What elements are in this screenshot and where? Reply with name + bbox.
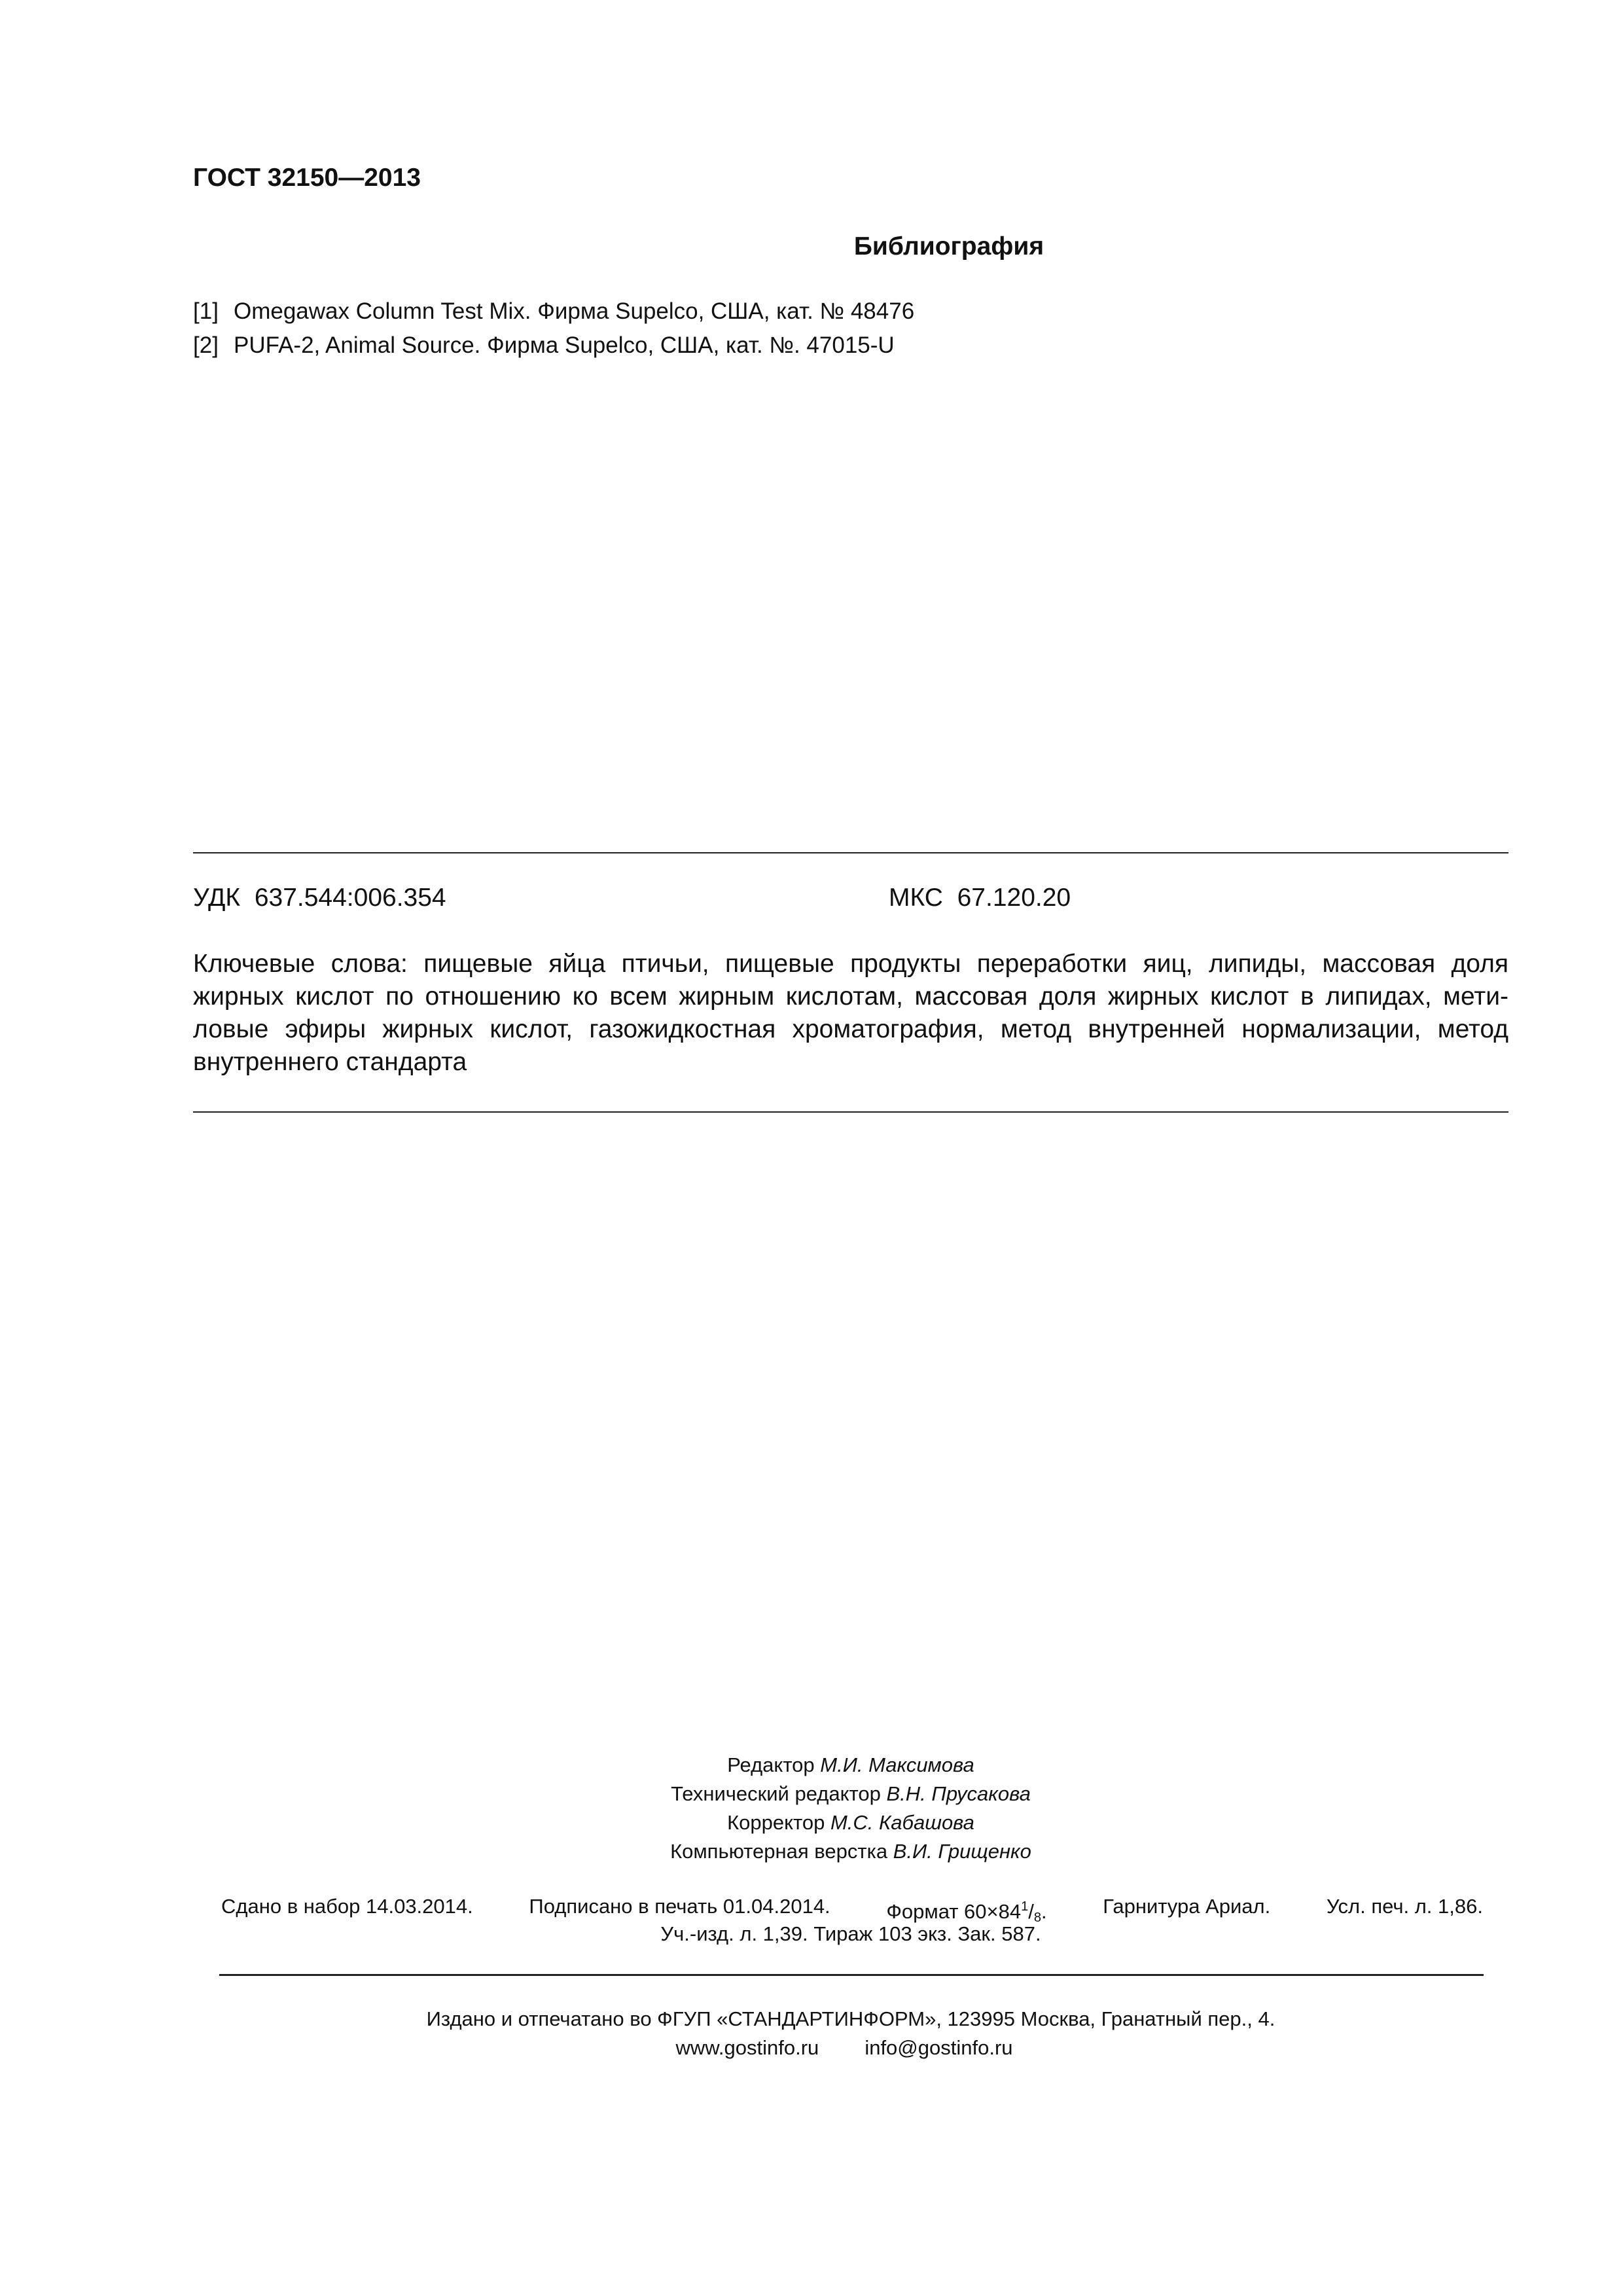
imprint-format-label: Формат 60×84 <box>886 1900 1022 1923</box>
credit-role: Редактор <box>727 1753 815 1776</box>
publisher-text: Издано и отпечатано во ФГУП «СТАНДАРТИНФОРМ», 123995 Москва, Гранатный пер., 4. <box>426 2007 1275 2030</box>
credit-role: Компьютерная верстка <box>670 1840 888 1863</box>
imprint-set-date: Сдано в набор 14.03.2014. <box>221 1895 473 1918</box>
imprint-format-end: . <box>1041 1900 1047 1923</box>
credit-name: В.Н. Прусакова <box>886 1782 1031 1805</box>
credit-name: М.И. Максимова <box>820 1753 974 1776</box>
credit-line <box>0 1780 1623 1808</box>
mks-code <box>889 882 1071 914</box>
imprint-sheets: Усл. печ. л. 1,86. <box>1326 1895 1483 1918</box>
udk-code <box>193 882 446 914</box>
credits-block <box>0 1751 1623 1866</box>
bibliography-item <box>193 329 1436 363</box>
credit-name: М.С. Кабашова <box>830 1811 974 1834</box>
keywords-block <box>193 948 1508 1079</box>
divider-top <box>193 852 1508 853</box>
imprint-signed-date: Подписано в печать 01.04.2014. <box>529 1895 830 1918</box>
keywords-line: жирных кислот по отношению ко всем жирным кислотам, массовая доля жирных кислот в липидах, мети- <box>193 982 1508 1011</box>
udk-value: 637.544:006.354 <box>254 884 446 912</box>
credit-line <box>0 1837 1623 1866</box>
credit-line <box>0 1751 1623 1780</box>
keywords-line: внутреннего стандарта <box>193 1048 467 1076</box>
imprint-typeface: Гарнитура Ариал. <box>1103 1895 1271 1918</box>
bibliography-item-number: [2] <box>193 332 219 358</box>
publisher-contacts <box>0 2034 1623 2062</box>
credit-role: Технический редактор <box>671 1782 881 1805</box>
document-code: ГОСТ 32150—2013 <box>193 164 421 192</box>
credit-role: Корректор <box>727 1811 825 1834</box>
mks-value: 67.120.20 <box>957 884 1071 912</box>
bibliography-item-text: Omegawax Column Test Mix. Фирма Supelco, США, кат. № 48476 <box>234 298 915 324</box>
imprint-format-numerator: 1 <box>1021 1899 1029 1914</box>
udk-label: УДК <box>193 884 241 912</box>
bibliography-list <box>193 295 1436 363</box>
credit-name: В.И. Грищенко <box>893 1840 1031 1863</box>
bibliography-item <box>193 295 1436 329</box>
divider-bottom <box>219 1974 1484 1976</box>
imprint-format-denominator: 8 <box>1033 1910 1042 1925</box>
keywords-line: ловые эфиры жирных кислот, газожидкостная хроматография, метод внутренней нормализации, метод <box>193 1015 1508 1043</box>
imprint-format: Формат $60\times 84^1/_8$. <box>886 1899 1047 1925</box>
bibliography-item-number: [1] <box>193 298 219 324</box>
keywords-line: Ключевые слова: пищевые яйца птичьи, пищевые продукты переработки яиц, липиды, массовая доля <box>193 950 1508 978</box>
bibliography-title: Библиография <box>853 232 1044 260</box>
mks-label: МКС <box>889 884 943 912</box>
imprint-line-2: Уч.-изд. л. 1,39. Тираж 103 экз. Зак. 587. <box>660 1922 1041 1945</box>
email-link[interactable]: info@gostinfo.ru <box>865 2036 1013 2059</box>
divider-middle <box>193 1111 1508 1113</box>
bibliography-item-text: PUFA-2, Animal Source. Фирма Supelco, США, кат. №. 47015-U <box>234 332 895 358</box>
credit-line <box>0 1808 1623 1837</box>
website-link[interactable]: www.gostinfo.ru <box>675 2036 819 2059</box>
